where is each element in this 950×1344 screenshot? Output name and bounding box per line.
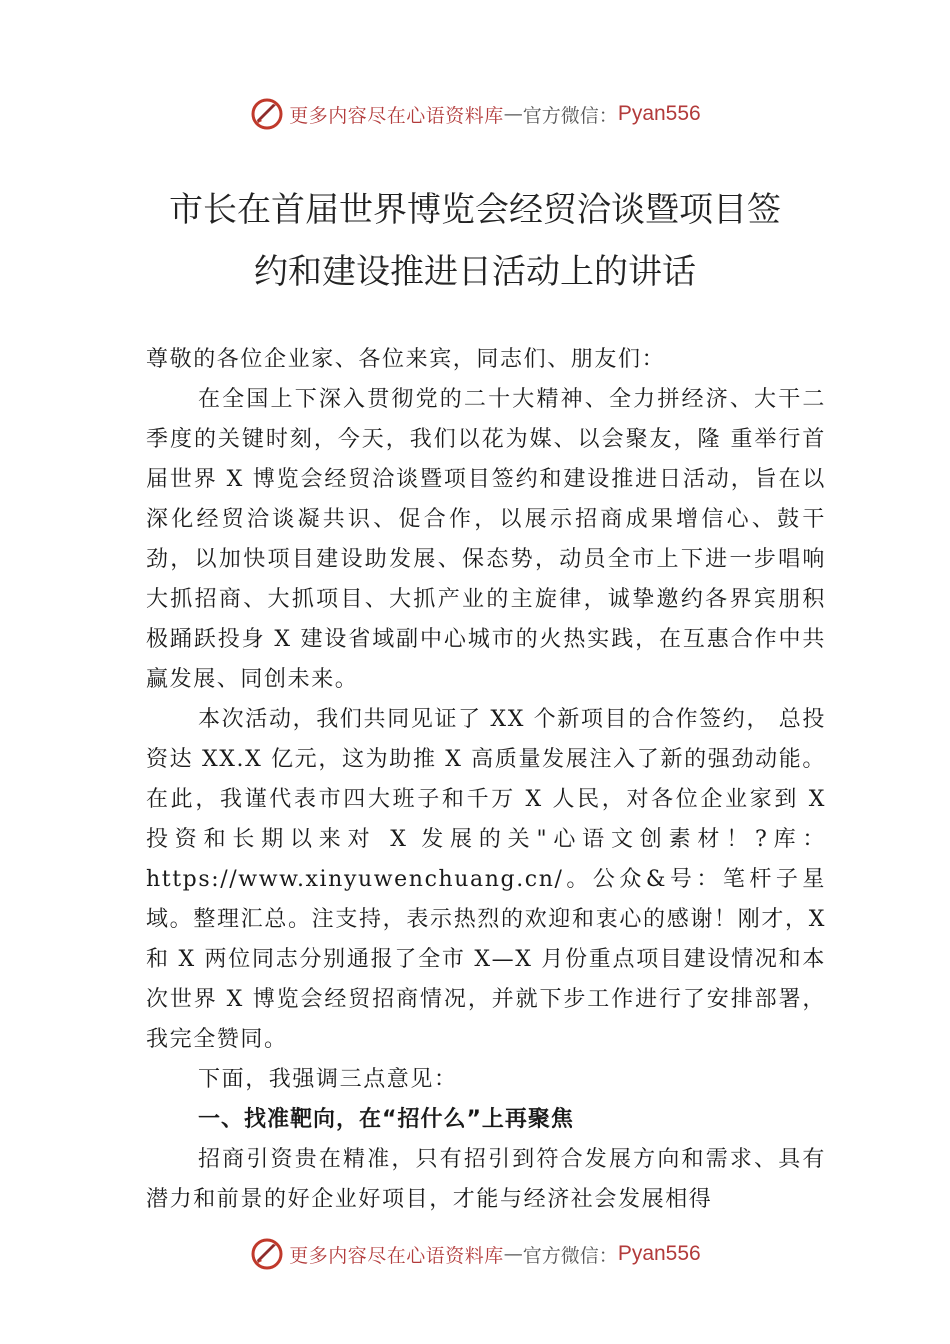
header-watermark-banner [0,94,950,134]
document-title-line-2: 约和建设推进日活动上的讲话 [254,252,696,292]
document-body [146,340,826,1220]
banner-main-text: 更多内容尽在心语资料库 [289,104,504,127]
paragraph-2: 本次活动，我们共同见证了 XX 个新项目的合作签约， 总投资达 XX.X 亿元，这为助推 X 高质量发展注入了新的强劲动能。在此，我谨代表市四大班子和千万 X 人民，对各位企业家到 X 投资和长期以来对 X 发展的关"心语文创素材！?库：https://www.xinyuwenchuang.cn/。公众&号：笔杆子星域。整理汇总。注支持，表示热烈的欢迎和衷心的感谢！刚才，X 和 X 两位同志分别通报了全市 X—X 月份重点项目建设情况和本次世界 X 博览会经贸招商情况，并就下步工作进行了安排部署，我完全赞同。 [146,707,826,1052]
quill-logo-icon [249,96,285,132]
banner-dash: — [503,1243,523,1265]
paragraph-3: 下面，我强调三点意见： [198,1067,458,1092]
banner-dash: — [503,103,523,125]
footer-watermark-banner [0,1234,950,1274]
section-heading-1: 一、找准靶向，在“招什么”上再聚焦 [198,1107,574,1132]
banner-wechat-id: Pyan556 [617,1242,701,1265]
document-title-line-1: 市长在首届世界博览会经贸洽谈暨项目签 [169,190,781,230]
quill-logo-icon [249,1236,285,1272]
salutation: 尊敬的各位企业家、各位来宾，同志们、朋友们： [146,347,666,372]
banner-main-text: 更多内容尽在心语资料库 [289,1244,504,1267]
paragraph-4: 招商引资贵在精准，只有招引到符合发展方向和需求、具有潜力和前景的好企业好项目，才能与经济社会发展相得 [146,1147,826,1212]
banner-wechat-id: Pyan556 [617,102,701,125]
banner-wechat-label: 官方微信： [522,104,618,127]
banner-wechat-label: 官方微信： [522,1244,618,1267]
paragraph-1: 在全国上下深入贯彻党的二十大精神、全力拼经济、大干二季度的关键时刻，今天，我们以花为媒、以会聚友，隆 重举行首届世界 X 博览会经贸洽谈暨项目签约和建设推进日活动，旨在以深化经贸洽谈凝共识、促合作，以展示招商成果增信心、鼓干劲，以加快项目建设助发展、保态势，动员全市上下进一步唱响大抓招商、大抓项目、大抓产业的主旋律，诚挚邀约各界宾朋积极踊跃投身 X 建设省域副中心城市的火热实践，在互惠合作中共赢发展、同创未来。 [146,387,826,692]
